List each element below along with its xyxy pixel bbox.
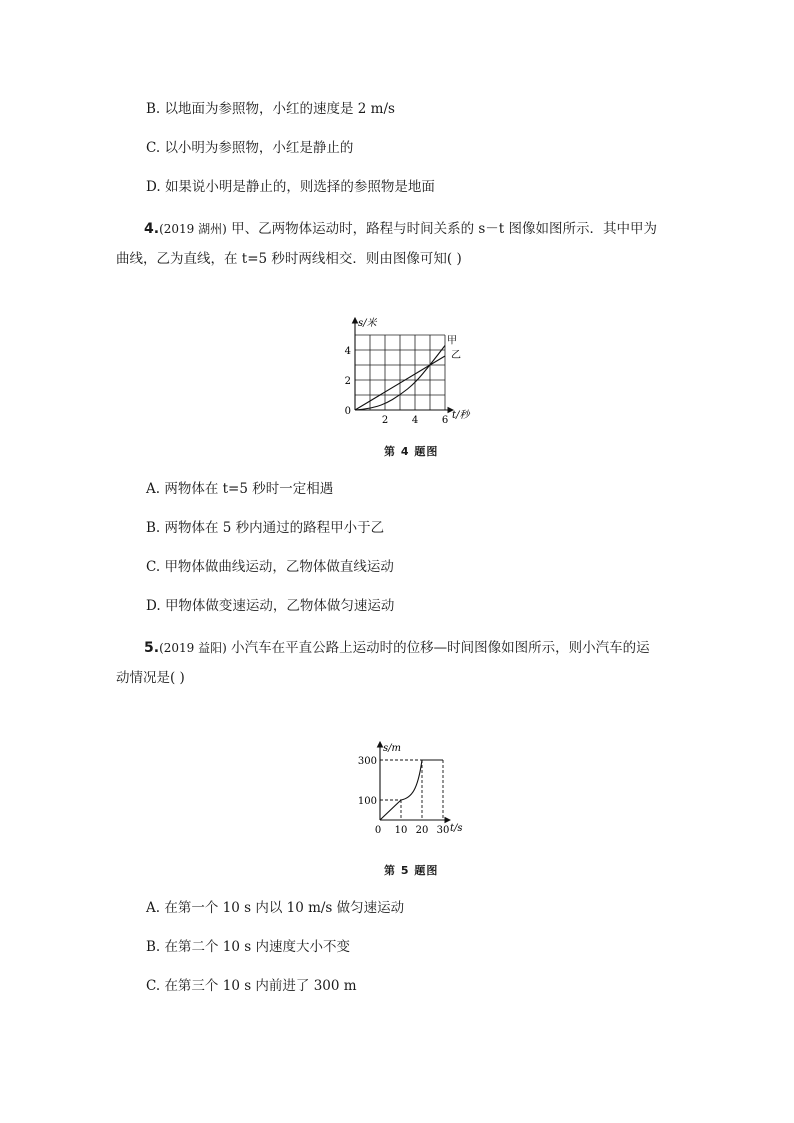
- x-axis-label: t/秒: [452, 410, 470, 421]
- q4-stem: 4.(2019 湖州) 甲、乙两物体运动时，路程与时间关系的 s－t 图像如图所示．其中甲为 曲线，乙为直线，在 t=5 秒时两线相交．则由图像可知( ): [116, 221, 658, 267]
- y-axis-label: s/m: [383, 743, 401, 754]
- q5-stem: 5.(2019 益阳) 小汽车在平直公路上运动时的位移—时间图像如图所示，则小汽车的运 动情况是( ): [116, 640, 650, 686]
- q5-option-c: C. 在第三个 10 s 内前进了 300 m: [146, 978, 357, 994]
- car-position-line: [380, 760, 443, 820]
- x-tick-label: 30: [436, 825, 450, 836]
- figure-5-chart: [348, 738, 478, 838]
- grid: [355, 335, 445, 410]
- q4-option-a: A. 两物体在 t=5 秒时一定相遇: [146, 481, 334, 497]
- q4-option-b: B. 两物体在 5 秒内通过的路程甲小于乙: [146, 520, 385, 536]
- y-axis-label: s/米: [358, 318, 377, 329]
- q4-number: 4.: [144, 221, 160, 237]
- x-tick-label: 2: [381, 415, 389, 426]
- q5-option-b: B. 在第二个 10 s 内速度大小不变: [146, 939, 350, 955]
- q3-option-c: C. 以小明为参照物，小红是静止的: [146, 140, 354, 156]
- y-tick-label: 4: [344, 346, 351, 357]
- q5-source: (2019 益阳): [159, 641, 227, 655]
- x-tick-label: 20: [415, 825, 429, 836]
- q5-option-a: A. 在第一个 10 s 内以 10 m/s 做匀速运动: [146, 900, 405, 916]
- q5-number: 5.: [144, 640, 160, 656]
- x-tick-label: 6: [441, 415, 449, 426]
- x-tick-label: 10: [394, 825, 408, 836]
- x-tick-label: 4: [411, 415, 419, 426]
- figure-5-caption: 第 5 题图: [384, 864, 439, 877]
- q3-option-d: D. 如果说小明是静止的，则选择的参照物是地面: [146, 179, 435, 195]
- y-tick-label: 300: [357, 756, 377, 767]
- figure-4-caption: 第 4 题图: [384, 445, 439, 458]
- series-jia-label: 甲: [447, 335, 457, 347]
- q3-option-b: B. 以地面为参照物，小红的速度是 2 m/s: [146, 101, 395, 117]
- q4-option-c: C. 甲物体做曲线运动，乙物体做直线运动: [146, 559, 394, 575]
- q4-option-d: D. 甲物体做变速运动，乙物体做匀速运动: [146, 598, 395, 614]
- x-axis-label: t/s: [450, 823, 463, 834]
- series-yi-label: 乙: [451, 350, 461, 361]
- y-tick-label: 0: [344, 406, 351, 417]
- x-tick-label: 0: [374, 825, 382, 836]
- q4-source: (2019 湖州): [159, 222, 227, 236]
- figure-4-chart: [335, 312, 485, 430]
- y-tick-label: 100: [357, 796, 377, 807]
- y-tick-label: 2: [344, 376, 351, 387]
